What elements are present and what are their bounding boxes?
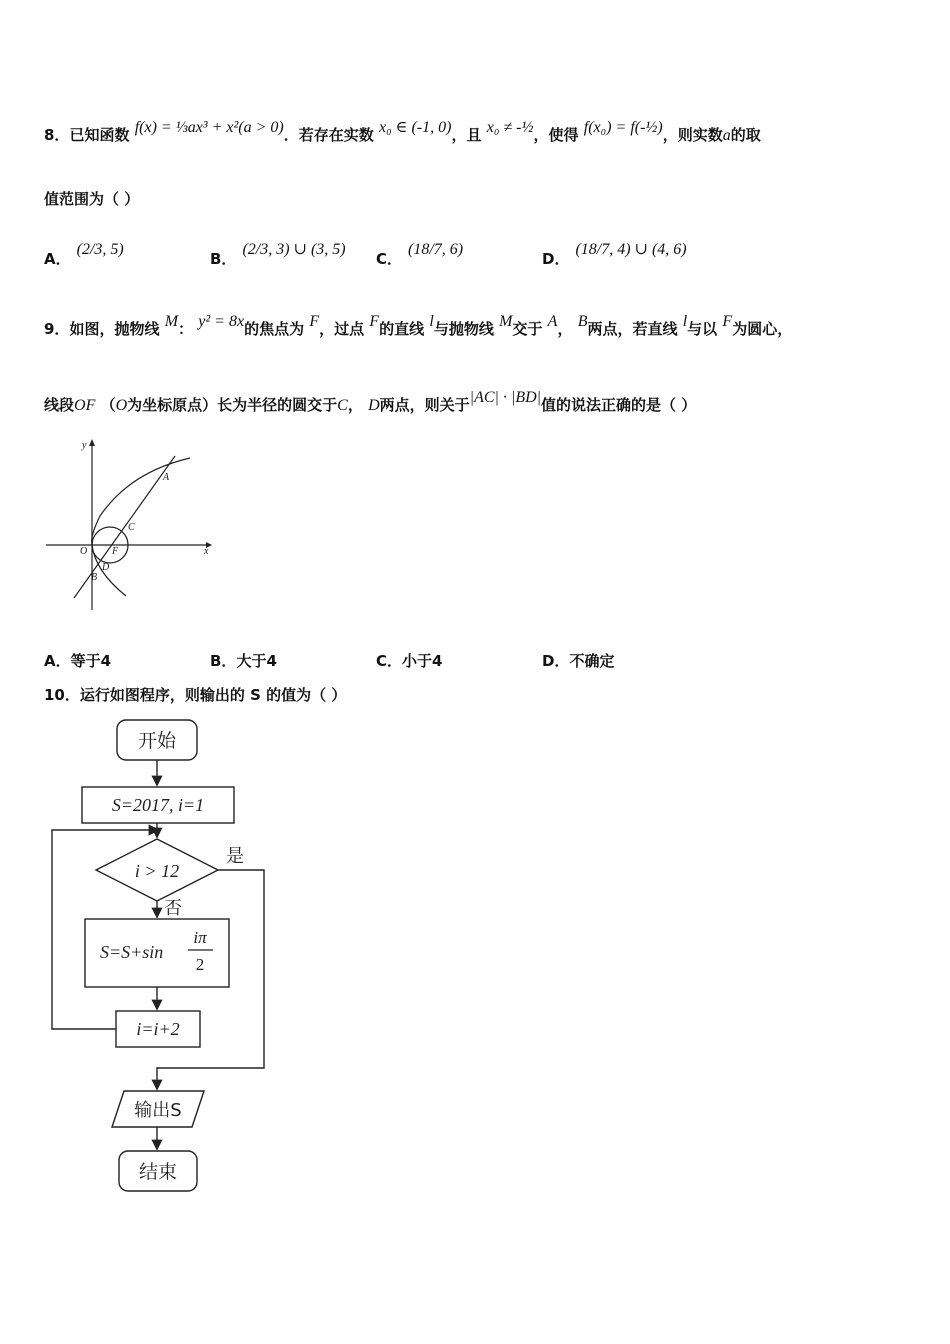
flow-output-label: 输出S (134, 1100, 182, 1121)
fig-label-y: y (82, 440, 87, 451)
q9-text: ， (557, 320, 573, 338)
option-label: C． (376, 250, 403, 268)
q8-text: 的取 (730, 126, 761, 144)
fig-label-f: F (112, 546, 119, 557)
line-l (74, 456, 175, 598)
flow-cond-label: i > 12 (134, 861, 180, 881)
q9-text: 为坐标原点）长为半径的圆交于 (127, 396, 338, 414)
flow-frac-den: 2 (195, 955, 205, 974)
q9-text: ， (347, 396, 363, 414)
q9-var-f: F (369, 313, 380, 330)
q9-text: （ (100, 396, 116, 414)
q9-text: 两点，若直线 (587, 320, 678, 338)
q9-var-l: l (682, 313, 688, 330)
q8-function: f(x) = ⅓ax³ + x²(a > 0) (134, 119, 284, 136)
option-label: D． (542, 652, 570, 670)
q8-x0-neq: x₀ ≠ -½ (486, 119, 534, 136)
option-value: (2/3, 5) (76, 241, 124, 258)
flow-update-label: S=S+sin (100, 942, 164, 962)
q8-equation: f(x₀) = f(-½) (583, 119, 663, 136)
q9-text: 为圆心， (732, 320, 793, 338)
option-label: A． (44, 652, 71, 670)
q9-var-f: F (309, 313, 320, 330)
q8-option-c[interactable] (376, 241, 464, 269)
fig-label-d: D (102, 562, 110, 573)
q9-var-m: M (164, 313, 179, 330)
q9-parabola-eq: y² = 8x (198, 313, 245, 330)
q9-var-c: C (337, 397, 348, 414)
q8-line1 (44, 119, 761, 145)
option-value: (18/7, 6) (408, 241, 464, 258)
q9-var-a: A (547, 313, 558, 330)
q9-text: ： (178, 320, 194, 338)
q8-text: ，使得 (533, 126, 579, 144)
q9-number: 9． (44, 320, 70, 338)
flow-yes-label: 是 (226, 846, 244, 867)
q9-option-c[interactable] (376, 650, 442, 671)
fig-label-b: B (91, 572, 98, 583)
q9-text: 与以 (687, 320, 718, 338)
fig-label-o: O (80, 546, 88, 557)
q9-text: 与抛物线 (433, 320, 494, 338)
option-label: A． (44, 250, 71, 268)
fig-label-x: x (204, 546, 209, 557)
q9-text: 线段 (44, 396, 75, 414)
q9-option-d[interactable] (542, 650, 614, 671)
q8-x0-domain: x₀ ∈ (-1, 0) (378, 119, 452, 136)
q9-text: ，过点 (319, 320, 365, 338)
q9-var-b: B (577, 313, 588, 330)
option-value: (2/3, 3) ∪ (3, 5) (242, 241, 346, 258)
q9-line1 (44, 313, 793, 339)
option-label: B． (210, 652, 237, 670)
option-value: (18/7, 4) ∪ (4, 6) (575, 241, 687, 258)
q9-var-d: D (368, 397, 380, 414)
q9-text: 的焦点为 (244, 320, 305, 338)
q9-option-a[interactable] (44, 650, 111, 671)
q8-number: 8． (44, 126, 70, 144)
q9-line2 (44, 389, 697, 415)
q10-text: 10．运行如图程序，则输出的 S 的值为（ ） (44, 686, 347, 704)
q9-text: 如图，抛物线 (69, 320, 160, 338)
option-label: D． (542, 250, 570, 268)
q9-text: 值的说法正确的是（ ） (541, 396, 697, 414)
flow-frac-num: iπ (193, 928, 207, 947)
q10-flowchart (40, 712, 290, 1202)
option-value: 不确定 (569, 652, 615, 670)
flow-init-label: S=2017, i=1 (111, 795, 205, 815)
q9-var-l: l (429, 313, 434, 330)
q8-var-a: a (722, 127, 731, 144)
q9-text: 两点，则关于 (379, 396, 470, 414)
q8-option-d[interactable] (542, 241, 687, 269)
flow-no-label: 否 (164, 898, 182, 919)
q9-var-f: F (722, 313, 733, 330)
q9-product: |AC| · |BD| (469, 389, 542, 406)
q9-figure (40, 436, 220, 616)
fig-label-c: C (128, 522, 135, 533)
flow-incr-label: i=i+2 (136, 1019, 180, 1039)
q8-text: ，且 (451, 126, 482, 144)
q9-text: 的直线 (379, 320, 425, 338)
q9-var-o: O (115, 397, 128, 414)
option-value: 大于4 (236, 652, 277, 670)
option-value: 小于4 (402, 652, 443, 670)
q9-var-m: M (499, 313, 513, 330)
flow-start-label: 开始 (137, 730, 177, 752)
q9-var-of: OF (74, 397, 96, 414)
q8-text: 已知函数 (69, 126, 130, 144)
option-label: C． (376, 652, 403, 670)
q8-option-a[interactable] (44, 241, 124, 269)
q9-option-b[interactable] (210, 650, 277, 671)
q8-line2: 值范围为（ ） (44, 190, 140, 208)
flow-end-label: 结束 (138, 1161, 178, 1183)
q8-option-b[interactable] (210, 241, 346, 269)
q9-text: 交于 (512, 320, 543, 338)
q8-text: ，则实数 (662, 126, 723, 144)
option-value: 等于4 (70, 652, 112, 670)
q8-text: ．若存在实数 (283, 126, 374, 144)
option-label: B． (210, 250, 237, 268)
fig-label-a: A (163, 472, 170, 483)
